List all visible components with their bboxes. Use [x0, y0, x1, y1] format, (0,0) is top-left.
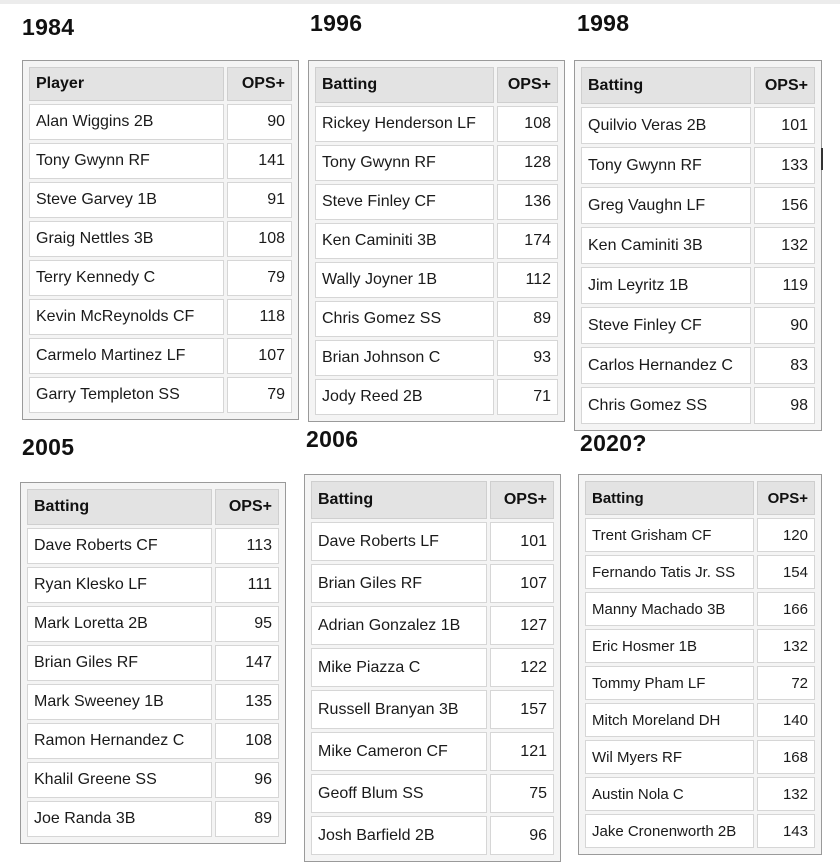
player-cell: Joe Randa 3B: [27, 801, 212, 837]
ops-cell: 127: [490, 606, 554, 645]
player-cell: Jake Cronenworth 2B: [585, 814, 754, 848]
year-heading-1996: 1996: [310, 10, 363, 36]
player-cell: Dave Roberts LF: [311, 522, 487, 561]
ops-cell: 119: [754, 267, 815, 304]
ops-cell: 108: [215, 723, 279, 759]
player-cell: Geoff Blum SS: [311, 774, 487, 813]
ops-cell: 122: [490, 648, 554, 687]
ops-cell: 154: [757, 555, 815, 589]
player-cell: Kevin McReynolds CF: [29, 299, 224, 335]
table-row: [315, 301, 558, 337]
column-header-ops: OPS+: [497, 67, 558, 103]
player-cell: Alan Wiggins 2B: [29, 104, 224, 140]
player-cell: Ken Caminiti 3B: [581, 227, 751, 264]
ops-cell: 132: [757, 777, 815, 811]
ops-cell: 141: [227, 143, 292, 179]
text-cursor: [821, 148, 823, 170]
table-row: [311, 774, 554, 813]
table-row: [29, 182, 292, 218]
ops-cell: 168: [757, 740, 815, 774]
table-2005: [20, 482, 286, 844]
table-row: [27, 645, 279, 681]
player-cell: Ken Caminiti 3B: [315, 223, 494, 259]
table-row: [315, 223, 558, 259]
table-row: [585, 666, 815, 700]
column-header-ops: OPS+: [757, 481, 815, 515]
year-heading-2020: 2020?: [580, 430, 647, 456]
ops-cell: 135: [215, 684, 279, 720]
ops-cell: 96: [490, 816, 554, 855]
player-cell: Mark Sweeney 1B: [27, 684, 212, 720]
table-row: [27, 723, 279, 759]
ops-cell: 90: [227, 104, 292, 140]
player-cell: Wil Myers RF: [585, 740, 754, 774]
ops-cell: 111: [215, 567, 279, 603]
table-row: [27, 606, 279, 642]
player-cell: Terry Kennedy C: [29, 260, 224, 296]
table-row: [311, 732, 554, 771]
ops-cell: 108: [227, 221, 292, 257]
table-row: [29, 299, 292, 335]
ops-cell: 156: [754, 187, 815, 224]
table-row: [315, 145, 558, 181]
table-2006: [304, 474, 561, 862]
column-header-player: Batting: [585, 481, 754, 515]
ops-cell: 120: [757, 518, 815, 552]
table-row: [311, 816, 554, 855]
table-row: [581, 187, 815, 224]
player-cell: Chris Gomez SS: [581, 387, 751, 424]
table-row: [315, 262, 558, 298]
ops-cell: 157: [490, 690, 554, 729]
column-header-ops: OPS+: [490, 481, 554, 519]
ops-cell: 96: [215, 762, 279, 798]
player-cell: Carmelo Martinez LF: [29, 338, 224, 374]
player-cell: Steve Finley CF: [315, 184, 494, 220]
ops-cell: 132: [757, 629, 815, 663]
table-row: [315, 340, 558, 376]
ops-cell: 118: [227, 299, 292, 335]
table-row: [585, 740, 815, 774]
ops-cell: 93: [497, 340, 558, 376]
table-1984: [22, 60, 299, 420]
ops-cell: 147: [215, 645, 279, 681]
table-row: [581, 147, 815, 184]
player-cell: Tony Gwynn RF: [315, 145, 494, 181]
column-header-ops: OPS+: [227, 67, 292, 101]
player-cell: Eric Hosmer 1B: [585, 629, 754, 663]
ops-cell: 72: [757, 666, 815, 700]
table-row: [585, 555, 815, 589]
table-row: [27, 762, 279, 798]
table-row: [585, 777, 815, 811]
table-row: [585, 814, 815, 848]
ops-cell: 128: [497, 145, 558, 181]
player-cell: Chris Gomez SS: [315, 301, 494, 337]
ops-cell: 71: [497, 379, 558, 415]
player-cell: Ryan Klesko LF: [27, 567, 212, 603]
player-cell: Carlos Hernandez C: [581, 347, 751, 384]
ops-cell: 107: [490, 564, 554, 603]
year-heading-2005: 2005: [22, 434, 75, 460]
table-header-row: [27, 489, 279, 525]
table-row: [585, 592, 815, 626]
ops-cell: 91: [227, 182, 292, 218]
player-cell: Mitch Moreland DH: [585, 703, 754, 737]
ops-cell: 79: [227, 260, 292, 296]
ops-cell: 89: [497, 301, 558, 337]
top-border: [0, 0, 840, 4]
table-row: [581, 347, 815, 384]
player-cell: Brian Johnson C: [315, 340, 494, 376]
ops-cell: 132: [754, 227, 815, 264]
table-row: [27, 567, 279, 603]
player-cell: Khalil Greene SS: [27, 762, 212, 798]
player-cell: Tony Gwynn RF: [29, 143, 224, 179]
table-row: [585, 518, 815, 552]
player-cell: Brian Giles RF: [27, 645, 212, 681]
ops-cell: 143: [757, 814, 815, 848]
column-header-player: Batting: [27, 489, 212, 525]
column-header-ops: OPS+: [215, 489, 279, 525]
column-header-player: Batting: [315, 67, 494, 103]
table-row: [581, 387, 815, 424]
player-cell: Garry Templeton SS: [29, 377, 224, 413]
player-cell: Brian Giles RF: [311, 564, 487, 603]
ops-cell: 140: [757, 703, 815, 737]
ops-cell: 166: [757, 592, 815, 626]
player-cell: Steve Garvey 1B: [29, 182, 224, 218]
ops-cell: 89: [215, 801, 279, 837]
player-cell: Rickey Henderson LF: [315, 106, 494, 142]
table-row: [29, 260, 292, 296]
table-2020: [578, 474, 822, 855]
player-cell: Wally Joyner 1B: [315, 262, 494, 298]
player-cell: Adrian Gonzalez 1B: [311, 606, 487, 645]
table-row: [29, 377, 292, 413]
table-row: [581, 307, 815, 344]
table-row: [27, 528, 279, 564]
player-cell: Greg Vaughn LF: [581, 187, 751, 224]
ops-cell: 121: [490, 732, 554, 771]
player-cell: Tony Gwynn RF: [581, 147, 751, 184]
player-cell: Fernando Tatis Jr. SS: [585, 555, 754, 589]
table-header-row: [581, 67, 815, 104]
player-cell: Tommy Pham LF: [585, 666, 754, 700]
table-row: [29, 338, 292, 374]
table-row: [581, 267, 815, 304]
player-cell: Russell Branyan 3B: [311, 690, 487, 729]
ops-cell: 95: [215, 606, 279, 642]
table-row: [311, 522, 554, 561]
table-row: [311, 606, 554, 645]
ops-cell: 174: [497, 223, 558, 259]
ops-cell: 136: [497, 184, 558, 220]
player-cell: Austin Nola C: [585, 777, 754, 811]
table-row: [585, 703, 815, 737]
ops-cell: 75: [490, 774, 554, 813]
ops-cell: 133: [754, 147, 815, 184]
ops-cell: 98: [754, 387, 815, 424]
player-cell: Mark Loretta 2B: [27, 606, 212, 642]
player-cell: Dave Roberts CF: [27, 528, 212, 564]
table-row: [29, 104, 292, 140]
player-cell: Ramon Hernandez C: [27, 723, 212, 759]
ops-cell: 112: [497, 262, 558, 298]
ops-cell: 101: [754, 107, 815, 144]
table-row: [27, 684, 279, 720]
player-cell: Manny Machado 3B: [585, 592, 754, 626]
ops-cell: 113: [215, 528, 279, 564]
table-header-row: [315, 67, 558, 103]
column-header-player: Batting: [581, 67, 751, 104]
player-cell: Josh Barfield 2B: [311, 816, 487, 855]
column-header-player: Player: [29, 67, 224, 101]
ops-cell: 101: [490, 522, 554, 561]
table-header-row: [585, 481, 815, 515]
table-1996: [308, 60, 565, 422]
ops-cell: 79: [227, 377, 292, 413]
player-cell: Graig Nettles 3B: [29, 221, 224, 257]
column-header-ops: OPS+: [754, 67, 815, 104]
ops-cell: 108: [497, 106, 558, 142]
player-cell: Mike Cameron CF: [311, 732, 487, 771]
table-row: [311, 690, 554, 729]
ops-cell: 90: [754, 307, 815, 344]
table-row: [311, 564, 554, 603]
table-1998: [574, 60, 822, 431]
year-heading-2006: 2006: [306, 426, 359, 452]
year-heading-1998: 1998: [577, 10, 630, 36]
ops-cell: 83: [754, 347, 815, 384]
ops-cell: 107: [227, 338, 292, 374]
table-row: [581, 227, 815, 264]
table-row: [315, 106, 558, 142]
player-cell: Jody Reed 2B: [315, 379, 494, 415]
player-cell: Steve Finley CF: [581, 307, 751, 344]
player-cell: Trent Grisham CF: [585, 518, 754, 552]
player-cell: Jim Leyritz 1B: [581, 267, 751, 304]
table-row: [315, 184, 558, 220]
table-row: [581, 107, 815, 144]
player-cell: Quilvio Veras 2B: [581, 107, 751, 144]
table-header-row: [29, 67, 292, 101]
column-header-player: Batting: [311, 481, 487, 519]
table-row: [315, 379, 558, 415]
table-row: [311, 648, 554, 687]
table-row: [29, 143, 292, 179]
table-row: [27, 801, 279, 837]
year-heading-1984: 1984: [22, 14, 75, 40]
table-header-row: [311, 481, 554, 519]
player-cell: Mike Piazza C: [311, 648, 487, 687]
table-row: [29, 221, 292, 257]
table-row: [585, 629, 815, 663]
